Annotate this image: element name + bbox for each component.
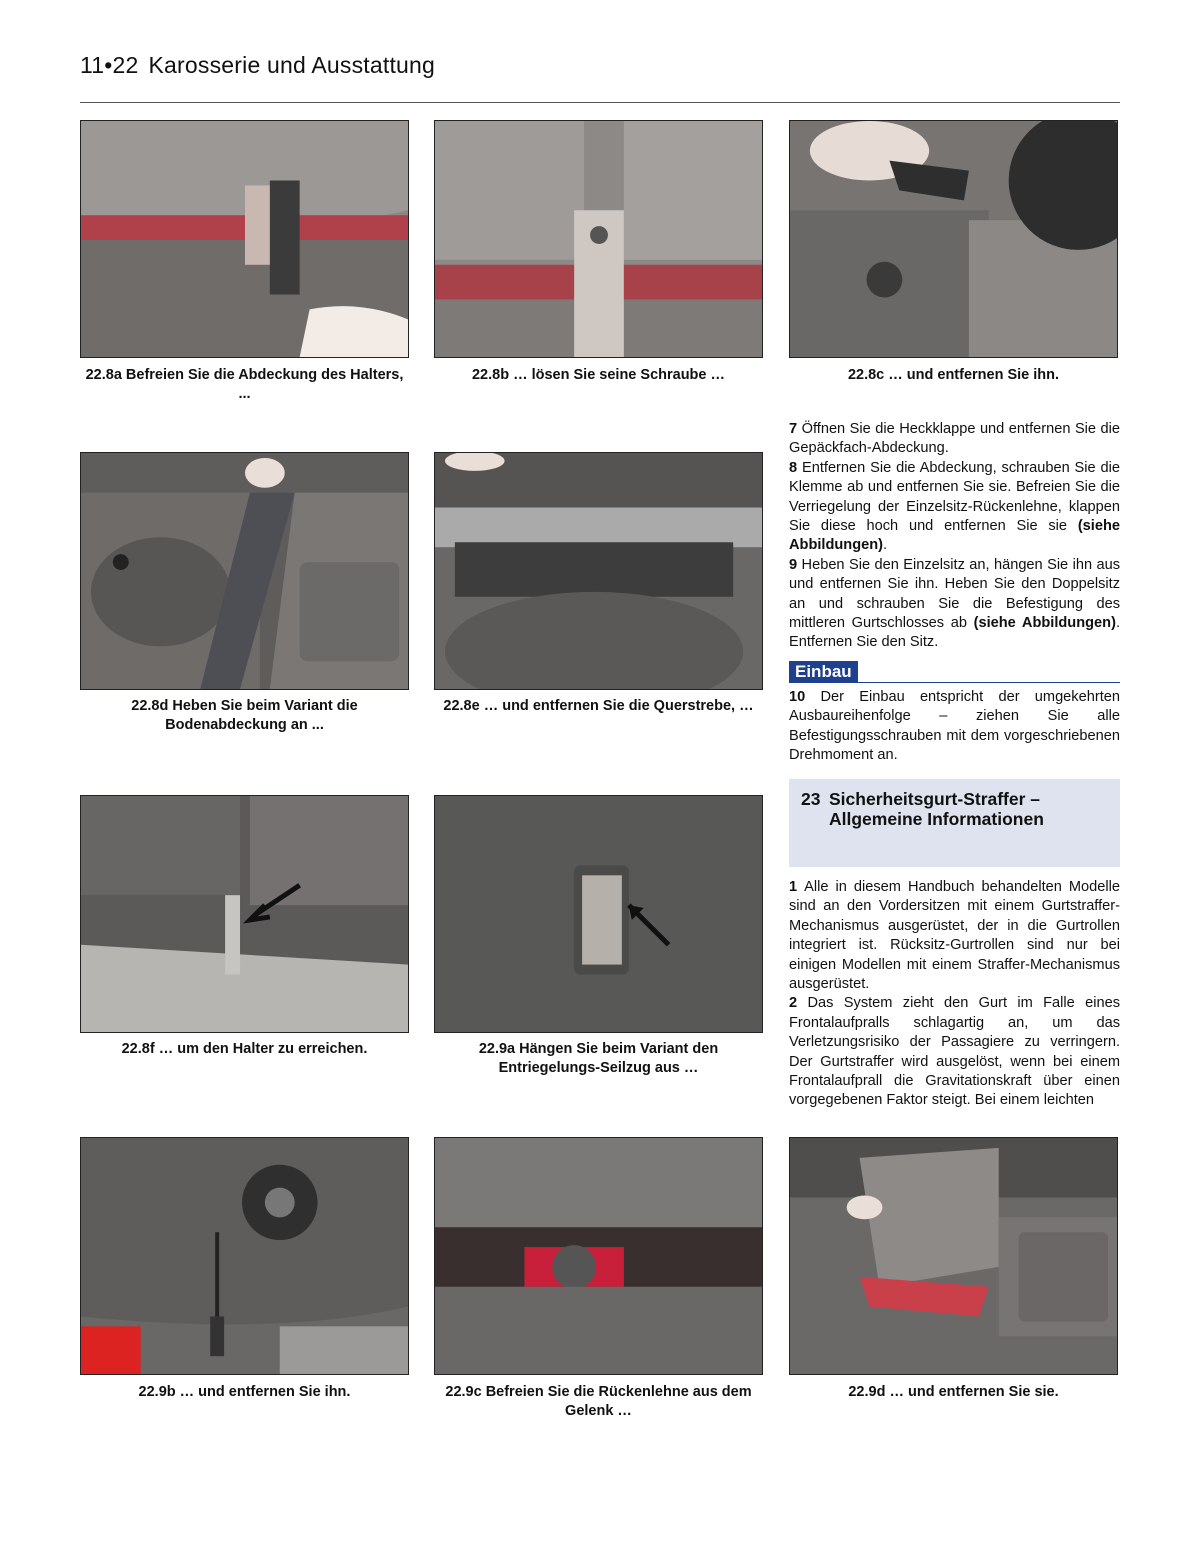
caption-22-8b: 22.8b … lösen Sie seine Schraube … (471, 367, 726, 383)
step-8: 8 Entfernen Sie die Abdeckung, schrauben Sie die Klemme ab und entfernen Sie sie. Befreien Sie die Verriegelung der Einzelsitz-Rückenlehne, klappen Sie diese hoch und entfernen Sie sie (siehe Abbildungen). (789, 459, 1120, 554)
text-block-removal (789, 420, 1120, 653)
photo-22-8e (434, 452, 763, 690)
step-1: 1 Alle in diesem Handbuch behandelten Modelle sind an den Vordersitzen mit einem Gurtstraffer-Mechanismus ausgerüstet, der in die Gurtrollen integriert ist. Rücksitz-Gurtrollen sind nur bei einigen Modellen mit einem Straffer-Mechanismus ausgerüstet. (789, 879, 1120, 993)
section-title: Sicherheitsgurt-Straffer – Allgemeine Informationen (829, 789, 1044, 829)
caption-22-8d: 22.8d Heben Sie beim Variant die Bodenabdeckung an ... (131, 698, 358, 733)
photo-22-8d (80, 452, 409, 690)
photo-22-9c (434, 1137, 763, 1375)
step-2: 2 Das System zieht den Gurt im Falle eines Frontalaufpralls schlagartig an, um das Verletzungsrisiko der Passagiere zu verringern. Der Gurtstraffer wird ausgelöst, wenn bei einem Frontalaufprall die Gravitationskraft über einen vorgegebenen Faktor steigt. Bei einem leichten (789, 995, 1121, 1109)
photo-22-8c (789, 120, 1118, 358)
photo-22-8a (80, 120, 409, 358)
caption-22-8e: 22.8e … und entfernen Sie die Querstrebe, … (443, 698, 754, 714)
chapter-title: Karosserie und Ausstattung (148, 52, 436, 78)
einbau-heading (789, 661, 1120, 683)
step-9: 9 Heben Sie den Einzelsitz an, hängen Sie ihn aus und entfernen Sie ihn. Heben Sie den Doppelsitz an und schrauben Sie die Befestigung des mittleren Gurtschlosses ab (siehe Abbildungen). Entfernen Sie den Sitz. (789, 556, 1121, 651)
photo-22-9a (434, 795, 763, 1033)
section-number: 23 (801, 789, 821, 809)
photo-22-8b (434, 120, 763, 358)
einbau-label: Einbau (789, 661, 858, 683)
photo-22-9d (789, 1137, 1118, 1375)
step-10: 10 Der Einbau entspricht der umgekehrten Ausbaureihenfolge – ziehen Sie alle Befestigungsschrauben mit dem vorgeschriebenen Drehmoment an. (789, 689, 1120, 764)
photo-22-8f (80, 795, 409, 1033)
einbau-rule (789, 682, 1120, 683)
caption-22-8c: 22.8c … und entfernen Sie ihn. (847, 367, 1060, 383)
text-block-section-23 (789, 878, 1120, 1111)
step-7: 7 Öffnen Sie die Heckklappe und entfernen Sie die Gepäckfach-Abdeckung. (789, 421, 1120, 457)
page-header (80, 52, 435, 79)
caption-22-9a: 22.9a Hängen Sie beim Variant den Entriegelungs-Seilzug aus … (478, 1041, 719, 1076)
caption-22-8f: 22.8f … um den Halter zu erreichen. (121, 1041, 368, 1057)
caption-22-8a: 22.8a Befreien Sie die Abdeckung des Halters, ... (85, 367, 404, 402)
caption-22-9b: 22.9b … und entfernen Sie ihn. (138, 1384, 351, 1400)
text-block-install (789, 688, 1120, 766)
section-23-heading (789, 779, 1120, 867)
caption-22-9d: 22.9d … und entfernen Sie sie. (848, 1384, 1059, 1400)
photo-22-9b (80, 1137, 409, 1375)
caption-22-9c: 22.9c Befreien Sie die Rückenlehne aus dem Gelenk … (445, 1384, 752, 1419)
page-number: 11•22 (80, 52, 139, 78)
header-rule (80, 102, 1120, 103)
